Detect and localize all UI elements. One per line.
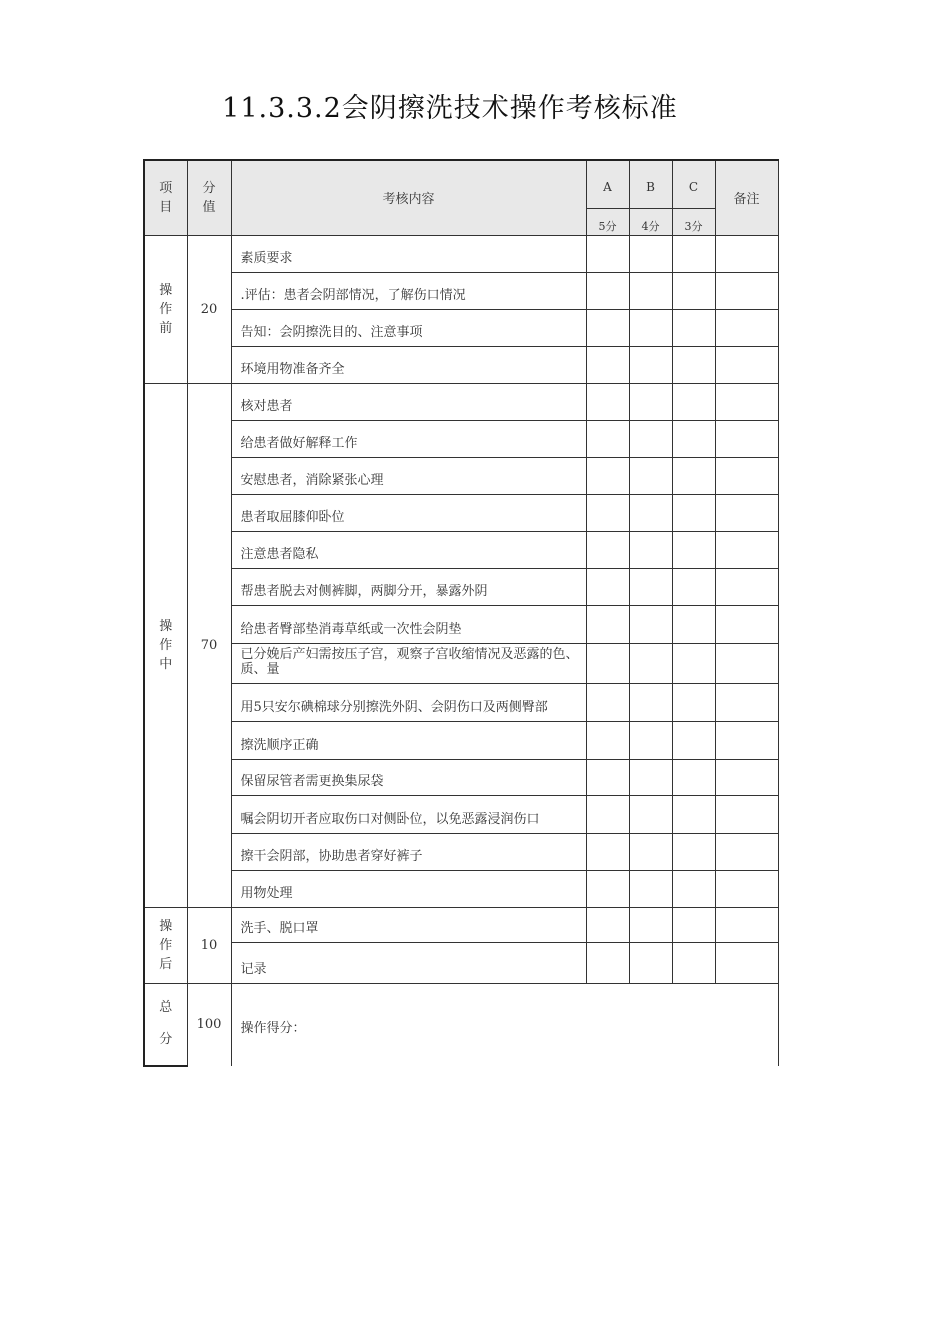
table-row [144, 683, 778, 721]
grade-b-cell[interactable] [629, 942, 672, 983]
note-cell[interactable] [715, 870, 778, 907]
section-label-text: 操 作 前 [159, 282, 173, 336]
total-label [144, 983, 187, 1066]
header-points-b: 4分 [629, 208, 672, 235]
grade-b-cell[interactable] [629, 383, 672, 420]
grade-a-cell[interactable] [586, 605, 629, 643]
grade-c-cell[interactable] [672, 942, 715, 983]
grade-b-cell[interactable] [629, 309, 672, 346]
note-cell[interactable] [715, 907, 778, 942]
grade-b-cell[interactable] [629, 721, 672, 759]
grade-a-cell[interactable] [586, 420, 629, 457]
grade-c-cell[interactable] [672, 494, 715, 531]
total-label-text: 总 分 [159, 1000, 173, 1048]
note-cell[interactable] [715, 605, 778, 643]
grade-a-cell[interactable] [586, 907, 629, 942]
criteria-text: 帮患者脱去对侧裤脚，两脚分开，暴露外阴 [231, 568, 586, 605]
grade-b-cell[interactable] [629, 870, 672, 907]
criteria-text: 擦洗顺序正确 [231, 721, 586, 759]
grade-b-cell[interactable] [629, 235, 672, 272]
table-row [144, 568, 778, 605]
grade-a-cell[interactable] [586, 346, 629, 383]
criteria-text: 给患者做好解释工作 [231, 420, 586, 457]
note-cell[interactable] [715, 346, 778, 383]
grade-a-cell[interactable] [586, 235, 629, 272]
total-score-text: 操作得分： [240, 1020, 306, 1036]
grade-c-cell[interactable] [672, 346, 715, 383]
grade-c-cell[interactable] [672, 759, 715, 795]
table-row [144, 420, 778, 457]
grade-c-cell[interactable] [672, 309, 715, 346]
grade-a-cell[interactable] [586, 531, 629, 568]
criteria-text: 保留尿管者需更换集尿袋 [231, 759, 586, 795]
grade-a-cell[interactable] [586, 833, 629, 870]
grade-a-cell[interactable] [586, 683, 629, 721]
grade-b-cell[interactable] [629, 833, 672, 870]
criteria-text: 嘱会阴切开者应取伤口对侧卧位，以免恶露浸润伤口 [231, 795, 586, 833]
page-title: 11.3.3.2会阴擦洗技术操作考核标准 [222, 93, 678, 124]
note-cell[interactable] [715, 383, 778, 420]
note-cell[interactable] [715, 795, 778, 833]
table-row [144, 759, 778, 795]
grade-a-cell[interactable] [586, 870, 629, 907]
table-row [144, 383, 778, 420]
criteria-text: 用物处理 [231, 870, 586, 907]
criteria-text: 核对患者 [231, 383, 586, 420]
grade-c-cell[interactable] [672, 683, 715, 721]
assessment-table-container [143, 159, 779, 1067]
note-cell[interactable] [715, 833, 778, 870]
criteria-text: 素质要求 [231, 235, 586, 272]
grade-b-cell[interactable] [629, 568, 672, 605]
grade-c-cell[interactable] [672, 531, 715, 568]
grade-a-cell[interactable] [586, 721, 629, 759]
section-label-text: 操 作 中 [159, 618, 173, 672]
section-label-before [144, 235, 187, 383]
note-cell[interactable] [715, 942, 778, 983]
table-row [144, 643, 778, 683]
grade-c-cell[interactable] [672, 457, 715, 494]
grade-b-cell[interactable] [629, 683, 672, 721]
criteria-text: 安慰患者，消除紧张心理 [231, 457, 586, 494]
header-points-c: 3分 [672, 208, 715, 235]
header-score-text: 分 值 [202, 180, 216, 215]
grade-a-cell[interactable] [586, 272, 629, 309]
table-row [144, 605, 778, 643]
table-row [144, 795, 778, 833]
grade-c-cell[interactable] [672, 420, 715, 457]
criteria-text: 记录 [231, 942, 586, 983]
criteria-text: 注意患者隐私 [231, 531, 586, 568]
note-cell[interactable] [715, 683, 778, 721]
note-cell[interactable] [715, 457, 778, 494]
note-cell[interactable] [715, 759, 778, 795]
grade-c-cell[interactable] [672, 272, 715, 309]
grade-b-cell[interactable] [629, 907, 672, 942]
grade-c-cell[interactable] [672, 235, 715, 272]
grade-b-cell[interactable] [629, 759, 672, 795]
header-grade-c: C [672, 160, 715, 208]
criteria-text: 环境用物准备齐全 [231, 346, 586, 383]
table-row [144, 721, 778, 759]
total-row [144, 983, 778, 1066]
grade-a-cell[interactable] [586, 309, 629, 346]
grade-c-cell[interactable] [672, 643, 715, 683]
criteria-text: 患者取屈膝仰卧位 [231, 494, 586, 531]
grade-b-cell[interactable] [629, 457, 672, 494]
grade-c-cell[interactable] [672, 605, 715, 643]
criteria-text: 给患者臀部垫消毒草纸或一次性会阴垫 [231, 605, 586, 643]
section-label-during [144, 383, 187, 907]
header-points-a: 5分 [586, 208, 629, 235]
header-grade-a: A [586, 160, 629, 208]
criteria-text: 已分娩后产妇需按压子宫，观察子宫收缩情况及恶露的色、质、量 [231, 643, 586, 683]
section-label-text: 操 作 后 [159, 918, 173, 972]
criteria-text: 洗手、脱口罩 [231, 907, 586, 942]
table-row [144, 907, 778, 942]
header-row [144, 160, 778, 208]
header-grade-b: B [629, 160, 672, 208]
note-cell[interactable] [715, 420, 778, 457]
grade-c-cell[interactable] [672, 907, 715, 942]
note-cell[interactable] [715, 721, 778, 759]
table-row [144, 309, 778, 346]
grade-a-cell[interactable] [586, 643, 629, 683]
grade-b-cell[interactable] [629, 643, 672, 683]
grade-c-cell[interactable] [672, 795, 715, 833]
header-project-text: 项 目 [159, 180, 173, 215]
grade-b-cell[interactable] [629, 494, 672, 531]
grade-b-cell[interactable] [629, 795, 672, 833]
grade-a-cell[interactable] [586, 568, 629, 605]
table-row [144, 457, 778, 494]
table-row [144, 235, 778, 272]
criteria-text: 告知：会阴擦洗目的、注意事项 [231, 309, 586, 346]
header-project [144, 160, 187, 235]
table-row [144, 346, 778, 383]
note-cell[interactable] [715, 643, 778, 683]
note-cell[interactable] [715, 531, 778, 568]
table-row [144, 942, 778, 983]
grade-c-cell[interactable] [672, 383, 715, 420]
grade-b-cell[interactable] [629, 346, 672, 383]
table-row [144, 870, 778, 907]
table-row [144, 272, 778, 309]
grade-b-cell[interactable] [629, 420, 672, 457]
grade-b-cell[interactable] [629, 605, 672, 643]
grade-b-cell[interactable] [629, 272, 672, 309]
assessment-table [143, 159, 779, 1067]
table-row [144, 494, 778, 531]
total-score: 100 [187, 983, 231, 1066]
grade-a-cell[interactable] [586, 942, 629, 983]
section-score-before: 20 [187, 235, 231, 383]
total-score-field[interactable] [231, 983, 778, 1066]
section-label-after [144, 907, 187, 983]
header-note: 备注 [715, 160, 778, 235]
grade-b-cell[interactable] [629, 531, 672, 568]
grade-a-cell[interactable] [586, 759, 629, 795]
grade-a-cell[interactable] [586, 795, 629, 833]
note-cell[interactable] [715, 272, 778, 309]
grade-a-cell[interactable] [586, 494, 629, 531]
grade-c-cell[interactable] [672, 568, 715, 605]
section-score-after: 10 [187, 907, 231, 983]
criteria-text: 用5只安尔碘棉球分别擦洗外阴、会阴伤口及两侧臀部 [231, 683, 586, 721]
table-row [144, 833, 778, 870]
grade-c-cell[interactable] [672, 870, 715, 907]
grade-a-cell[interactable] [586, 457, 629, 494]
table-row [144, 531, 778, 568]
note-cell[interactable] [715, 235, 778, 272]
criteria-text: 擦干会阴部，协助患者穿好裤子 [231, 833, 586, 870]
grade-a-cell[interactable] [586, 383, 629, 420]
note-cell[interactable] [715, 494, 778, 531]
section-score-during: 70 [187, 383, 231, 907]
header-content: 考核内容 [231, 160, 586, 235]
header-score [187, 160, 231, 235]
grade-c-cell[interactable] [672, 833, 715, 870]
note-cell[interactable] [715, 568, 778, 605]
grade-c-cell[interactable] [672, 721, 715, 759]
criteria-text: .评估：患者会阴部情况，了解伤口情况 [231, 272, 586, 309]
note-cell[interactable] [715, 309, 778, 346]
